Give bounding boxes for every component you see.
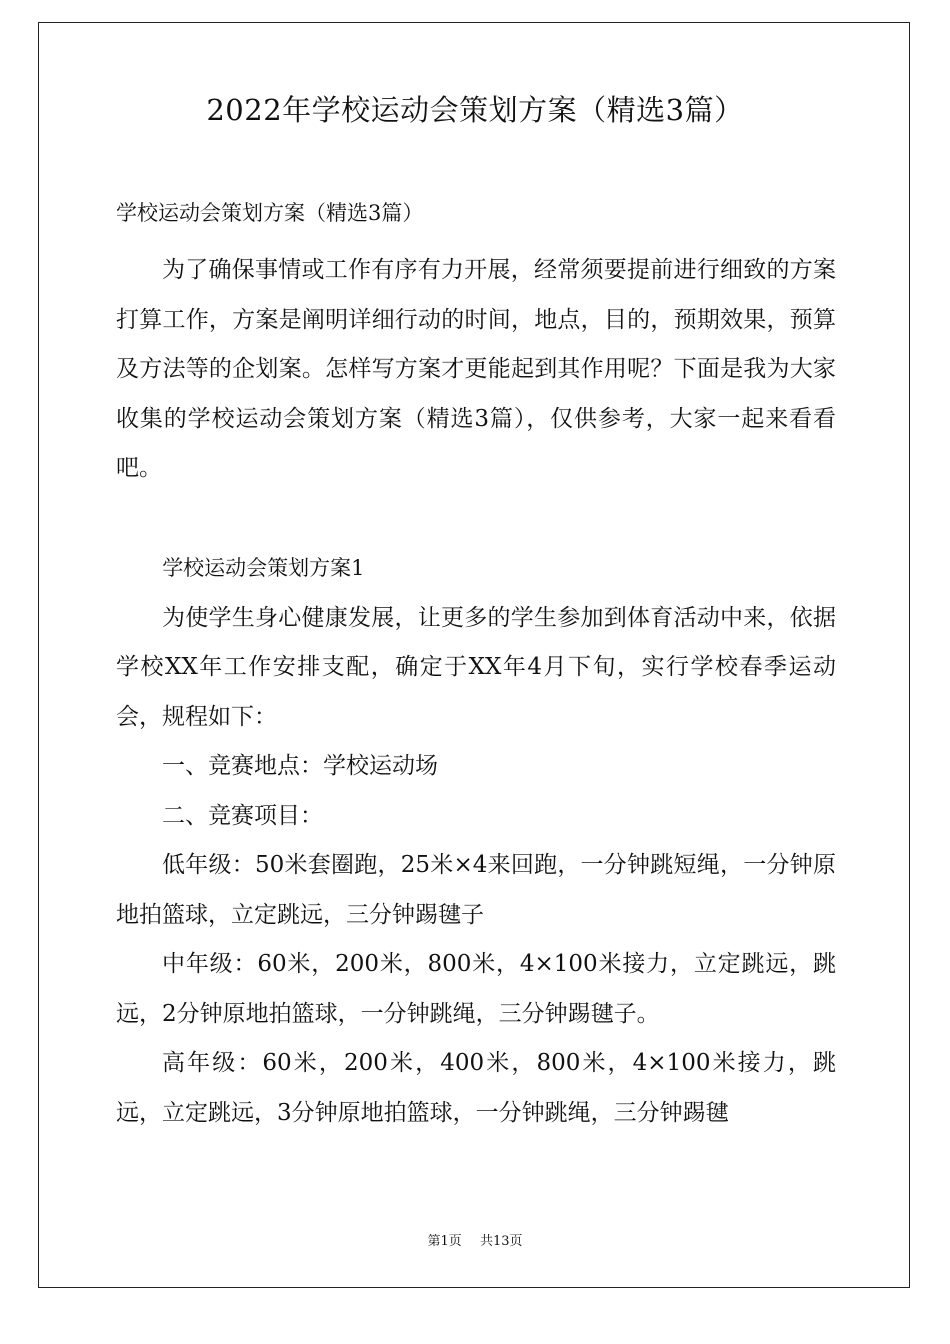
plan-section (116, 544, 836, 1138)
paragraph: 低年级：50米套圈跑，25米×4来回跑，一分钟跳短绳，一分钟原地拍篮球，立定跳远，三分钟踢毽子 (116, 852, 836, 928)
section-heading: 学校运动会策划方案1 (162, 556, 365, 580)
paragraph: 高年级：60米，200米，400米，800米，4×100米接力，跳远，立定跳远，3分钟原地拍篮球，一分钟跳绳，三分钟踢毽 (116, 1050, 836, 1126)
paragraph: 为使学生身心健康发展，让更多的学生参加到体育活动中来，依据学校XX年工作安排支配，确定于XX年4月下旬，实行学校春季运动会，规程如下： (116, 604, 836, 730)
paragraph: 一、竞赛地点：学校运动场 (162, 753, 438, 779)
paragraph: 中年级：60米，200米，800米，4×100米接力，立定跳远，跳远，2分钟原地拍篮球，一分钟跳绳，三分钟踢毽子。 (116, 951, 836, 1027)
paragraph: 二、竞赛项目： (162, 802, 323, 829)
page-total: 共13页 (479, 1234, 523, 1249)
intro-block (116, 246, 836, 494)
intro-paragraph: 为了确保事情或工作有序有力开展，经常须要提前进行细致的方案打算工作，方案是阐明详细行动的时间，地点，目的，预期效果，预算及方法等的企划案。怎样写方案才更能起到其作用呢？下面是我为大家收集的学校运动会策划方案（精选3篇），仅供参考，大家一起来看看吧。 (116, 257, 836, 481)
page-footer (0, 1233, 950, 1251)
document-subtitle: 学校运动会策划方案（精选3篇） (116, 201, 424, 225)
page-number: 第1页 (427, 1234, 462, 1249)
document-title: 2022年学校运动会策划方案（精选3篇） (206, 93, 744, 127)
